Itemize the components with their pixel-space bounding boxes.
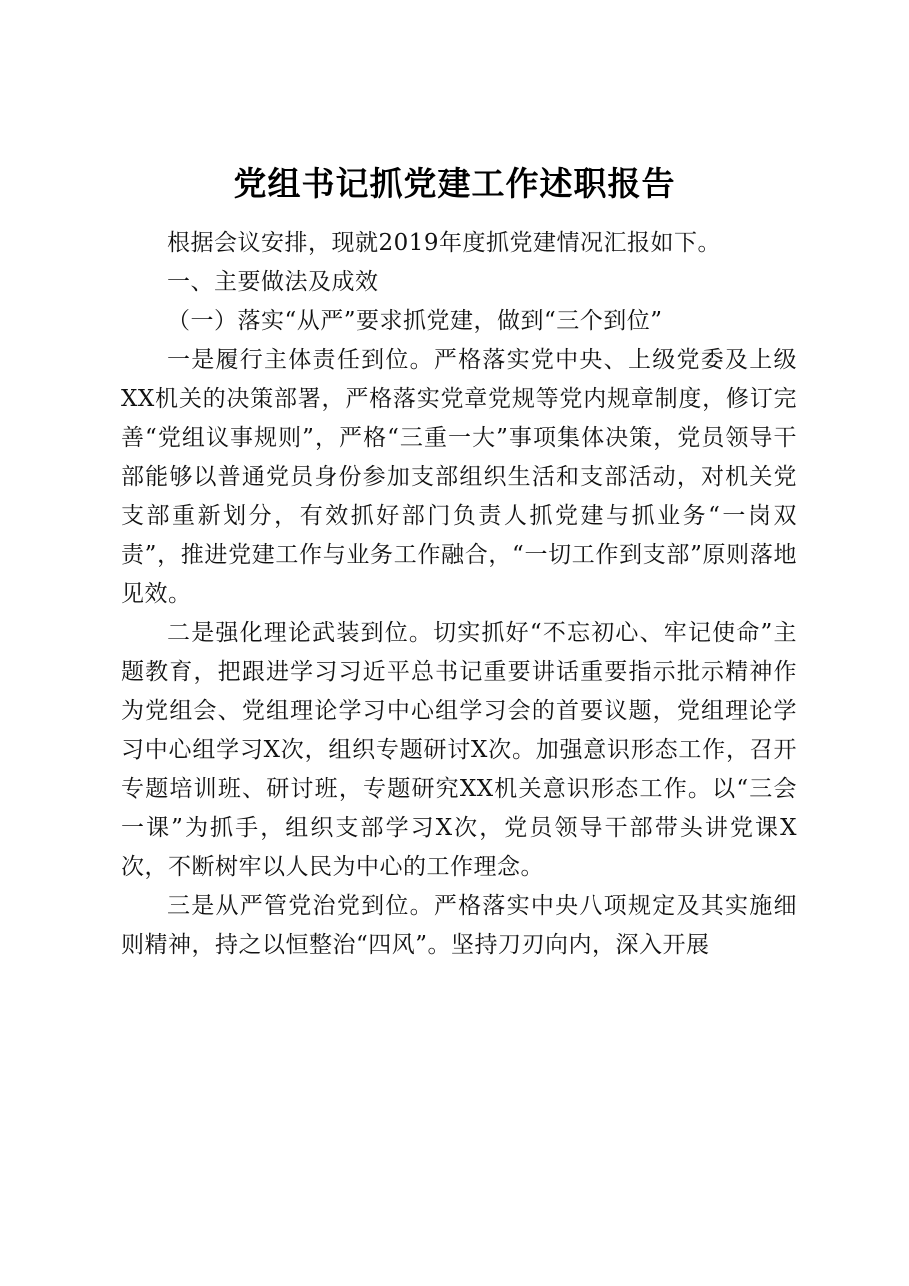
paragraph-theory: 二是强化理论武装到位。切实抓好“不忘初心、牢记使命”主题教育，把跟进学习习近平总书记重要讲话重要指示批示精神作为党组会、党组理论学习中心组学习会的首要议题，党组理论学习中心组学习X次，组织专题研讨X次。加强意识形态工作，召开专题培训班、研讨班，专题研究XX机关意识形态工作。以“三会一课”为抓手，组织支部学习X次，党员领导干部带头讲党课X次，不断树牢以人民为中心的工作理念。: [121, 620, 797, 880]
paragraph-intro: 根据会议安排，现就2019年度抓党建情况汇报如下。: [167, 230, 722, 256]
document-title: 党组书记抓党建工作述职报告: [233, 164, 676, 203]
paragraph-governance: 三是从严管党治党到位。严格落实中央八项规定及其实施细则精神，持之以恒整治“四风”。坚持刀刃向内，深入开展: [121, 893, 797, 958]
subsection-heading-strict-requirements: （一）落实“从严”要求抓党建，做到“三个到位”: [167, 308, 663, 334]
section-heading-main-practices: 一、主要做法及成效: [167, 269, 379, 295]
paragraph-responsibility: 一是履行主体责任到位。严格落实党中央、上级党委及上级XX机关的决策部署，严格落实党章党规等党内规章制度，修订完善“党组议事规则”，严格“三重一大”事项集体决策，党员领导干部能够以普通党员身份参加支部组织生活和支部活动，对机关党支部重新划分，有效抓好部门负责人抓党建与抓业务“一岗双责”，推进党建工作与业务工作融合，“一切工作到支部”原则落地见效。: [121, 347, 797, 607]
document-body: [121, 224, 797, 965]
